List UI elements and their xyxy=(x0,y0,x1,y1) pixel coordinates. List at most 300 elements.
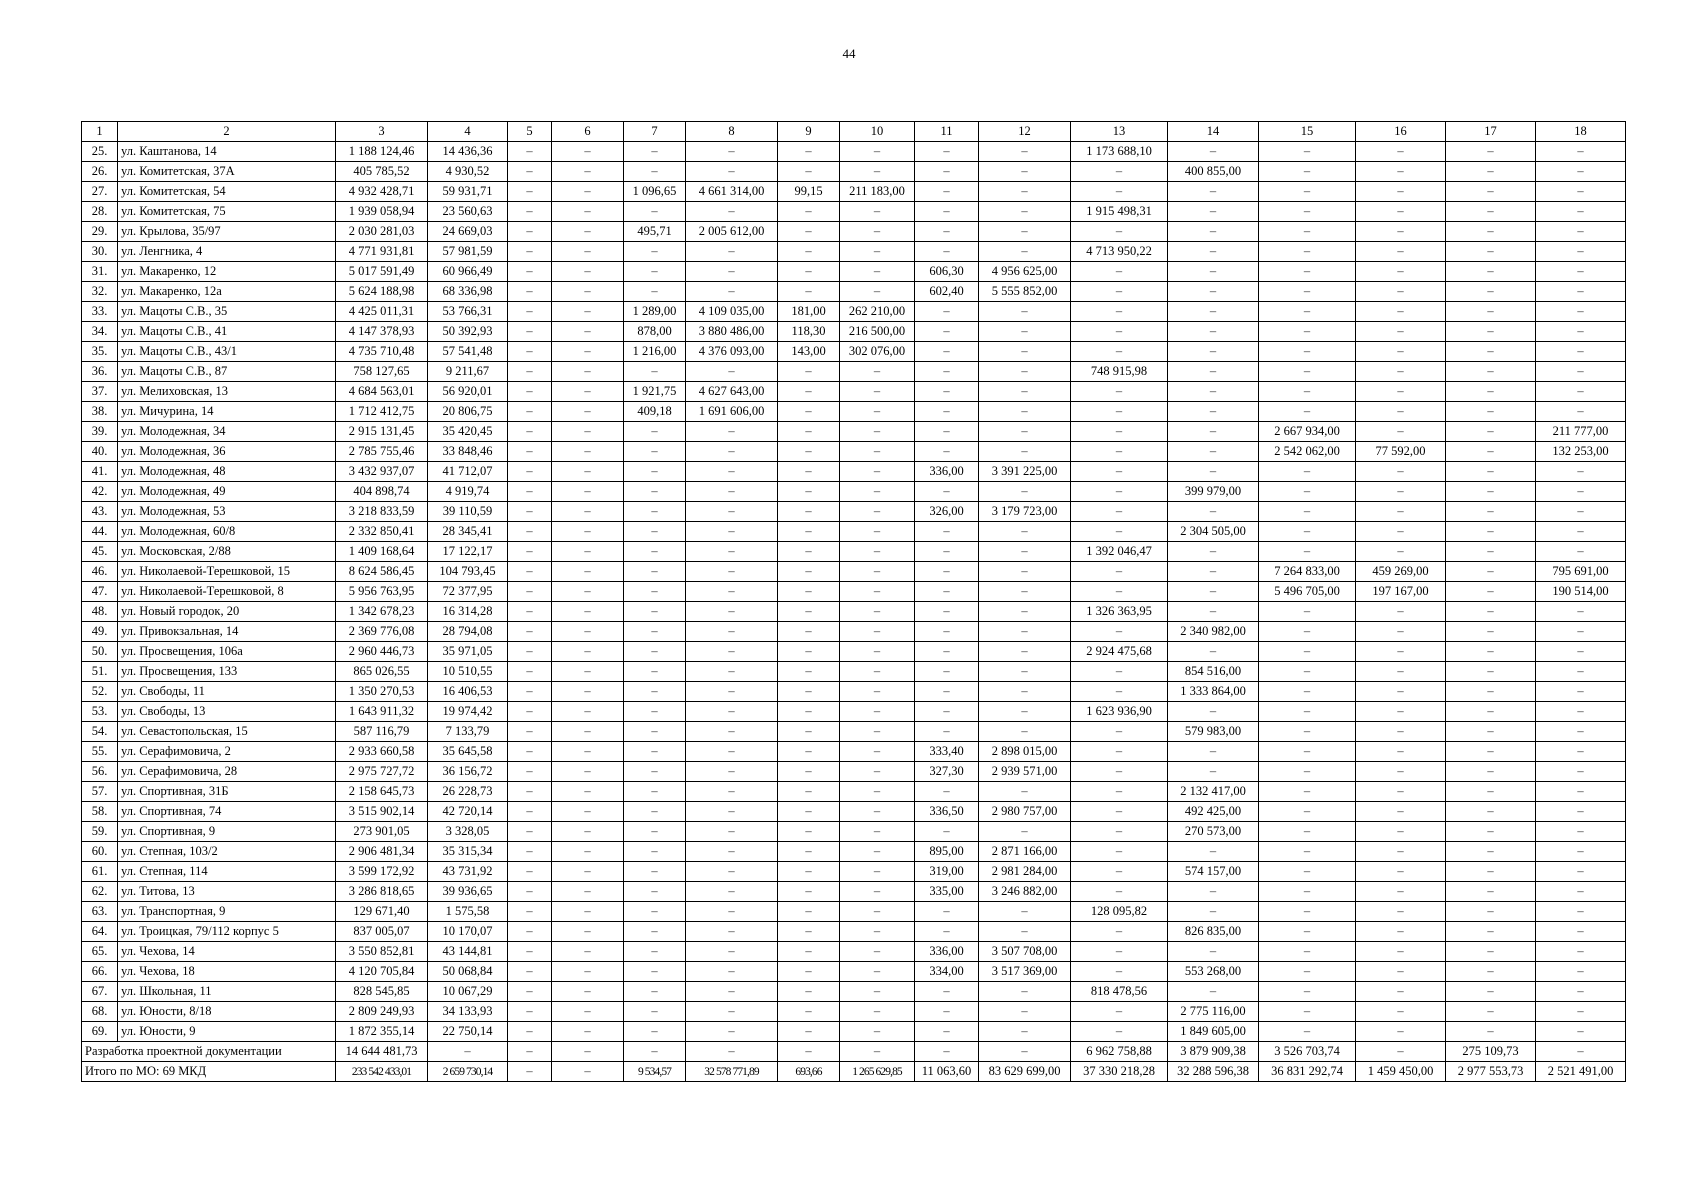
row-value-col-16: – xyxy=(1356,282,1446,302)
row-value-col-15: – xyxy=(1259,502,1356,522)
row-value-col-7: – xyxy=(624,242,686,262)
row-value-col-5: – xyxy=(508,822,552,842)
row-value-col-6: – xyxy=(552,922,624,942)
row-value-col-12: – xyxy=(979,442,1071,462)
row-value-col-7: 1 289,00 xyxy=(624,302,686,322)
row-value-col-16: – xyxy=(1356,1002,1446,1022)
row-value-col-10: – xyxy=(840,242,915,262)
row-value-col-3: 2 809 249,93 xyxy=(336,1002,428,1022)
row-value-col-5: – xyxy=(508,222,552,242)
row-number: 38. xyxy=(82,402,118,422)
row-number: 29. xyxy=(82,222,118,242)
row-value-col-8: – xyxy=(686,922,778,942)
row-value-col-13: – xyxy=(1071,502,1168,522)
row-value-col-10: – xyxy=(840,422,915,442)
summary-value-col-7: – xyxy=(624,1042,686,1062)
row-value-col-9: – xyxy=(778,422,840,442)
table-row xyxy=(82,1002,1626,1022)
row-value-col-15: – xyxy=(1259,902,1356,922)
row-number: 30. xyxy=(82,242,118,262)
row-value-col-12: – xyxy=(979,342,1071,362)
row-value-col-11: – xyxy=(915,682,979,702)
row-value-col-16: – xyxy=(1356,882,1446,902)
row-value-col-5: – xyxy=(508,602,552,622)
row-value-col-6: – xyxy=(552,302,624,322)
row-value-col-7: 1 921,75 xyxy=(624,382,686,402)
row-value-col-18: 795 691,00 xyxy=(1536,562,1626,582)
row-value-col-8: – xyxy=(686,582,778,602)
row-value-col-10: – xyxy=(840,702,915,722)
row-value-col-9: – xyxy=(778,142,840,162)
row-address: ул. Просвещения, 133 xyxy=(118,662,336,682)
summary-label: Разработка проектной документации xyxy=(82,1042,336,1062)
row-value-col-9: – xyxy=(778,362,840,382)
row-value-col-8: – xyxy=(686,762,778,782)
row-address: ул. Молодежная, 60/8 xyxy=(118,522,336,542)
row-value-col-14: – xyxy=(1168,582,1259,602)
row-address: ул. Комитетская, 54 xyxy=(118,182,336,202)
row-value-col-15: – xyxy=(1259,382,1356,402)
table-row xyxy=(82,522,1626,542)
row-value-col-15: – xyxy=(1259,402,1356,422)
row-value-col-15: – xyxy=(1259,662,1356,682)
row-value-col-6: – xyxy=(552,282,624,302)
row-value-col-3: 587 116,79 xyxy=(336,722,428,742)
row-value-col-13: – xyxy=(1071,682,1168,702)
row-value-col-8: – xyxy=(686,542,778,562)
table-row xyxy=(82,482,1626,502)
row-value-col-6: – xyxy=(552,882,624,902)
row-value-col-6: – xyxy=(552,682,624,702)
row-address: ул. Новый городок, 20 xyxy=(118,602,336,622)
row-number: 37. xyxy=(82,382,118,402)
summary-value-col-6: – xyxy=(552,1042,624,1062)
row-value-col-3: 4 425 011,31 xyxy=(336,302,428,322)
table-row xyxy=(82,402,1626,422)
row-value-col-9: – xyxy=(778,702,840,722)
row-value-col-14: – xyxy=(1168,602,1259,622)
row-value-col-13: – xyxy=(1071,742,1168,762)
row-value-col-3: 828 545,85 xyxy=(336,982,428,1002)
row-value-col-4: 4 919,74 xyxy=(428,482,508,502)
row-value-col-12: – xyxy=(979,142,1071,162)
row-value-col-12: 2 939 571,00 xyxy=(979,762,1071,782)
row-value-col-18: – xyxy=(1536,982,1626,1002)
row-value-col-7: – xyxy=(624,742,686,762)
row-value-col-17: – xyxy=(1446,622,1536,642)
row-value-col-3: 3 432 937,07 xyxy=(336,462,428,482)
row-value-col-15: – xyxy=(1259,942,1356,962)
row-value-col-3: 3 515 902,14 xyxy=(336,802,428,822)
row-value-col-4: 68 336,98 xyxy=(428,282,508,302)
row-value-col-9: – xyxy=(778,922,840,942)
row-address: ул. Троицкая, 79/112 корпус 5 xyxy=(118,922,336,942)
row-value-col-9: – xyxy=(778,502,840,522)
row-value-col-4: 24 669,03 xyxy=(428,222,508,242)
row-value-col-5: – xyxy=(508,442,552,462)
row-value-col-16: – xyxy=(1356,962,1446,982)
row-value-col-6: – xyxy=(552,342,624,362)
row-value-col-7: – xyxy=(624,362,686,382)
row-address: ул. Степная, 103/2 xyxy=(118,842,336,862)
row-value-col-6: – xyxy=(552,1022,624,1042)
row-value-col-14: 2 304 505,00 xyxy=(1168,522,1259,542)
column-header-8: 8 xyxy=(686,122,778,142)
row-value-col-9: – xyxy=(778,802,840,822)
summary-value-col-13: 6 962 758,88 xyxy=(1071,1042,1168,1062)
row-address: ул. Привокзальная, 14 xyxy=(118,622,336,642)
row-value-col-3: 2 332 850,41 xyxy=(336,522,428,542)
row-number: 55. xyxy=(82,742,118,762)
row-value-col-6: – xyxy=(552,982,624,1002)
row-value-col-18: – xyxy=(1536,922,1626,942)
row-value-col-15: – xyxy=(1259,522,1356,542)
row-number: 40. xyxy=(82,442,118,462)
row-value-col-17: – xyxy=(1446,402,1536,422)
row-value-col-14: – xyxy=(1168,562,1259,582)
row-value-col-5: – xyxy=(508,282,552,302)
table-row xyxy=(82,442,1626,462)
row-value-col-6: – xyxy=(552,502,624,522)
row-value-col-7: – xyxy=(624,282,686,302)
row-value-col-14: – xyxy=(1168,262,1259,282)
row-value-col-14: 553 268,00 xyxy=(1168,962,1259,982)
row-value-col-17: – xyxy=(1446,822,1536,842)
column-header-16: 16 xyxy=(1356,122,1446,142)
row-value-col-18: – xyxy=(1536,702,1626,722)
row-number: 66. xyxy=(82,962,118,982)
row-value-col-14: 2 132 417,00 xyxy=(1168,782,1259,802)
row-value-col-6: – xyxy=(552,222,624,242)
row-value-col-18: – xyxy=(1536,142,1626,162)
row-value-col-11: – xyxy=(915,142,979,162)
row-value-col-11: – xyxy=(915,162,979,182)
row-value-col-4: 57 981,59 xyxy=(428,242,508,262)
row-value-col-4: 42 720,14 xyxy=(428,802,508,822)
row-value-col-7: 1 096,65 xyxy=(624,182,686,202)
row-value-col-16: – xyxy=(1356,702,1446,722)
row-value-col-4: 59 931,71 xyxy=(428,182,508,202)
row-value-col-6: – xyxy=(552,562,624,582)
row-value-col-8: – xyxy=(686,562,778,582)
table-row xyxy=(82,622,1626,642)
row-value-col-3: 2 915 131,45 xyxy=(336,422,428,442)
row-value-col-13: – xyxy=(1071,1002,1168,1022)
row-value-col-8: – xyxy=(686,1022,778,1042)
row-value-col-7: – xyxy=(624,882,686,902)
row-value-col-17: – xyxy=(1446,182,1536,202)
row-value-col-18: – xyxy=(1536,202,1626,222)
row-value-col-17: – xyxy=(1446,362,1536,382)
table-row xyxy=(82,502,1626,522)
summary-value-col-10: 1 265 629,85 xyxy=(840,1062,915,1082)
summary-value-col-15: 36 831 292,74 xyxy=(1259,1062,1356,1082)
row-value-col-4: 57 541,48 xyxy=(428,342,508,362)
row-value-col-16: – xyxy=(1356,522,1446,542)
summary-value-col-8: – xyxy=(686,1042,778,1062)
row-value-col-14: 399 979,00 xyxy=(1168,482,1259,502)
row-value-col-11: – xyxy=(915,562,979,582)
header-row xyxy=(82,122,1626,142)
row-number: 47. xyxy=(82,582,118,602)
row-value-col-6: – xyxy=(552,202,624,222)
row-value-col-11: – xyxy=(915,242,979,262)
row-address: ул. Макаренко, 12 xyxy=(118,262,336,282)
row-value-col-5: – xyxy=(508,662,552,682)
row-value-col-12: – xyxy=(979,1002,1071,1022)
row-value-col-12: – xyxy=(979,302,1071,322)
row-value-col-5: – xyxy=(508,842,552,862)
row-value-col-18: – xyxy=(1536,162,1626,182)
row-value-col-14: 2 775 116,00 xyxy=(1168,1002,1259,1022)
summary-value-col-16: 1 459 450,00 xyxy=(1356,1062,1446,1082)
row-value-col-5: – xyxy=(508,762,552,782)
row-value-col-3: 2 933 660,58 xyxy=(336,742,428,762)
row-value-col-14: – xyxy=(1168,402,1259,422)
row-value-col-9: – xyxy=(778,742,840,762)
row-value-col-11: – xyxy=(915,702,979,722)
row-value-col-5: – xyxy=(508,1022,552,1042)
row-value-col-8: 2 005 612,00 xyxy=(686,222,778,242)
table-row xyxy=(82,202,1626,222)
row-value-col-18: – xyxy=(1536,302,1626,322)
table-row xyxy=(82,962,1626,982)
row-value-col-17: – xyxy=(1446,642,1536,662)
row-value-col-15: – xyxy=(1259,702,1356,722)
row-value-col-6: – xyxy=(552,862,624,882)
row-value-col-5: – xyxy=(508,202,552,222)
row-value-col-7: – xyxy=(624,942,686,962)
row-address: ул. Мацоты С.В., 35 xyxy=(118,302,336,322)
row-number: 34. xyxy=(82,322,118,342)
row-value-col-3: 1 350 270,53 xyxy=(336,682,428,702)
row-value-col-11: 319,00 xyxy=(915,862,979,882)
row-value-col-13: – xyxy=(1071,942,1168,962)
row-value-col-4: 1 575,58 xyxy=(428,902,508,922)
row-address: ул. Школьная, 11 xyxy=(118,982,336,1002)
row-value-col-13: 4 713 950,22 xyxy=(1071,242,1168,262)
table-row xyxy=(82,582,1626,602)
row-value-col-13: 1 915 498,31 xyxy=(1071,202,1168,222)
row-value-col-18: – xyxy=(1536,1002,1626,1022)
column-header-9: 9 xyxy=(778,122,840,142)
table-row xyxy=(82,142,1626,162)
table-row xyxy=(82,822,1626,842)
row-value-col-16: – xyxy=(1356,682,1446,702)
row-value-col-14: – xyxy=(1168,302,1259,322)
row-value-col-16: – xyxy=(1356,362,1446,382)
row-value-col-10: – xyxy=(840,922,915,942)
table-row xyxy=(82,862,1626,882)
row-value-col-15: – xyxy=(1259,462,1356,482)
row-value-col-15: – xyxy=(1259,262,1356,282)
row-value-col-12: 2 981 284,00 xyxy=(979,862,1071,882)
table-row xyxy=(82,562,1626,582)
row-number: 67. xyxy=(82,982,118,1002)
row-value-col-3: 4 684 563,01 xyxy=(336,382,428,402)
row-address: ул. Юности, 9 xyxy=(118,1022,336,1042)
row-value-col-16: – xyxy=(1356,182,1446,202)
row-value-col-10: – xyxy=(840,962,915,982)
row-number: 49. xyxy=(82,622,118,642)
row-value-col-14: – xyxy=(1168,242,1259,262)
row-value-col-5: – xyxy=(508,722,552,742)
row-value-col-18: – xyxy=(1536,342,1626,362)
row-value-col-11: – xyxy=(915,642,979,662)
row-value-col-10: – xyxy=(840,542,915,562)
row-value-col-5: – xyxy=(508,1002,552,1022)
row-value-col-10: – xyxy=(840,402,915,422)
row-value-col-17: – xyxy=(1446,942,1536,962)
row-value-col-5: – xyxy=(508,962,552,982)
row-value-col-13: 1 623 936,90 xyxy=(1071,702,1168,722)
row-value-col-13: – xyxy=(1071,882,1168,902)
row-value-col-3: 404 898,74 xyxy=(336,482,428,502)
row-value-col-4: 50 392,93 xyxy=(428,322,508,342)
row-value-col-17: – xyxy=(1446,422,1536,442)
row-value-col-12: – xyxy=(979,642,1071,662)
row-value-col-10: 302 076,00 xyxy=(840,342,915,362)
row-value-col-3: 5 017 591,49 xyxy=(336,262,428,282)
row-value-col-12: – xyxy=(979,602,1071,622)
row-number: 27. xyxy=(82,182,118,202)
row-value-col-14: – xyxy=(1168,502,1259,522)
row-value-col-16: – xyxy=(1356,602,1446,622)
row-value-col-7: 878,00 xyxy=(624,322,686,342)
row-value-col-3: 3 218 833,59 xyxy=(336,502,428,522)
summary-value-col-11: 11 063,60 xyxy=(915,1062,979,1082)
row-value-col-16: – xyxy=(1356,382,1446,402)
row-value-col-12: – xyxy=(979,562,1071,582)
row-number: 42. xyxy=(82,482,118,502)
row-value-col-10: – xyxy=(840,802,915,822)
row-value-col-12: – xyxy=(979,702,1071,722)
row-address: ул. Мичурина, 14 xyxy=(118,402,336,422)
column-header-10: 10 xyxy=(840,122,915,142)
row-value-col-18: – xyxy=(1536,842,1626,862)
row-value-col-16: – xyxy=(1356,242,1446,262)
row-value-col-15: – xyxy=(1259,362,1356,382)
row-address: ул. Мацоты С.В., 41 xyxy=(118,322,336,342)
row-value-col-18: – xyxy=(1536,882,1626,902)
row-value-col-6: – xyxy=(552,582,624,602)
row-value-col-13: – xyxy=(1071,162,1168,182)
row-value-col-13: – xyxy=(1071,282,1168,302)
row-value-col-3: 8 624 586,45 xyxy=(336,562,428,582)
row-value-col-9: – xyxy=(778,542,840,562)
row-value-col-13: – xyxy=(1071,322,1168,342)
row-value-col-9: – xyxy=(778,522,840,542)
row-value-col-16: – xyxy=(1356,302,1446,322)
row-value-col-3: 2 960 446,73 xyxy=(336,642,428,662)
row-number: 64. xyxy=(82,922,118,942)
row-value-col-12: – xyxy=(979,542,1071,562)
row-value-col-16: – xyxy=(1356,922,1446,942)
row-value-col-8: – xyxy=(686,282,778,302)
row-value-col-18: – xyxy=(1536,642,1626,662)
table-row xyxy=(82,842,1626,862)
row-value-col-15: 2 667 934,00 xyxy=(1259,422,1356,442)
row-value-col-10: – xyxy=(840,382,915,402)
row-value-col-17: – xyxy=(1446,722,1536,742)
row-value-col-5: – xyxy=(508,302,552,322)
row-value-col-15: – xyxy=(1259,1002,1356,1022)
row-value-col-10: 211 183,00 xyxy=(840,182,915,202)
row-value-col-13: 1 173 688,10 xyxy=(1071,142,1168,162)
row-value-col-10: – xyxy=(840,822,915,842)
row-value-col-13: – xyxy=(1071,862,1168,882)
row-value-col-12: – xyxy=(979,722,1071,742)
row-number: 52. xyxy=(82,682,118,702)
row-value-col-13: – xyxy=(1071,762,1168,782)
row-value-col-6: – xyxy=(552,802,624,822)
row-value-col-5: – xyxy=(508,902,552,922)
summary-value-col-10: – xyxy=(840,1042,915,1062)
row-value-col-7: – xyxy=(624,842,686,862)
row-value-col-8: – xyxy=(686,882,778,902)
row-value-col-4: 53 766,31 xyxy=(428,302,508,322)
row-value-col-10: – xyxy=(840,202,915,222)
row-value-col-3: 4 932 428,71 xyxy=(336,182,428,202)
row-value-col-14: – xyxy=(1168,322,1259,342)
row-value-col-16: – xyxy=(1356,202,1446,222)
row-value-col-13: 818 478,56 xyxy=(1071,982,1168,1002)
row-value-col-8: – xyxy=(686,682,778,702)
row-number: 32. xyxy=(82,282,118,302)
row-value-col-14: 826 835,00 xyxy=(1168,922,1259,942)
row-number: 28. xyxy=(82,202,118,222)
row-value-col-6: – xyxy=(552,962,624,982)
row-value-col-17: – xyxy=(1446,902,1536,922)
row-address: ул. Транспортная, 9 xyxy=(118,902,336,922)
row-value-col-7: 495,71 xyxy=(624,222,686,242)
row-address: ул. Чехова, 14 xyxy=(118,942,336,962)
row-number: 39. xyxy=(82,422,118,442)
row-value-col-10: – xyxy=(840,282,915,302)
row-value-col-14: – xyxy=(1168,142,1259,162)
row-value-col-16: – xyxy=(1356,322,1446,342)
row-value-col-14: – xyxy=(1168,442,1259,462)
row-value-col-16: – xyxy=(1356,642,1446,662)
table-row xyxy=(82,702,1626,722)
row-value-col-14: 270 573,00 xyxy=(1168,822,1259,842)
row-value-col-4: 43 731,92 xyxy=(428,862,508,882)
row-value-col-16: – xyxy=(1356,662,1446,682)
row-value-col-12: – xyxy=(979,222,1071,242)
row-value-col-17: – xyxy=(1446,322,1536,342)
row-value-col-8: – xyxy=(686,622,778,642)
row-value-col-17: – xyxy=(1446,462,1536,482)
row-value-col-16: – xyxy=(1356,742,1446,762)
row-value-col-3: 1 643 911,32 xyxy=(336,702,428,722)
row-value-col-18: – xyxy=(1536,762,1626,782)
summary-value-col-14: 32 288 596,38 xyxy=(1168,1062,1259,1082)
row-value-col-11: – xyxy=(915,362,979,382)
row-value-col-5: – xyxy=(508,562,552,582)
row-value-col-8: – xyxy=(686,242,778,262)
row-value-col-7: – xyxy=(624,602,686,622)
row-value-col-12: 4 956 625,00 xyxy=(979,262,1071,282)
row-value-col-17: – xyxy=(1446,262,1536,282)
row-value-col-3: 405 785,52 xyxy=(336,162,428,182)
summary-value-col-7: 9 534,57 xyxy=(624,1062,686,1082)
row-value-col-12: – xyxy=(979,682,1071,702)
row-value-col-7: – xyxy=(624,982,686,1002)
row-value-col-6: – xyxy=(552,702,624,722)
row-value-col-11: – xyxy=(915,402,979,422)
row-value-col-13: – xyxy=(1071,342,1168,362)
row-value-col-11: 336,00 xyxy=(915,942,979,962)
